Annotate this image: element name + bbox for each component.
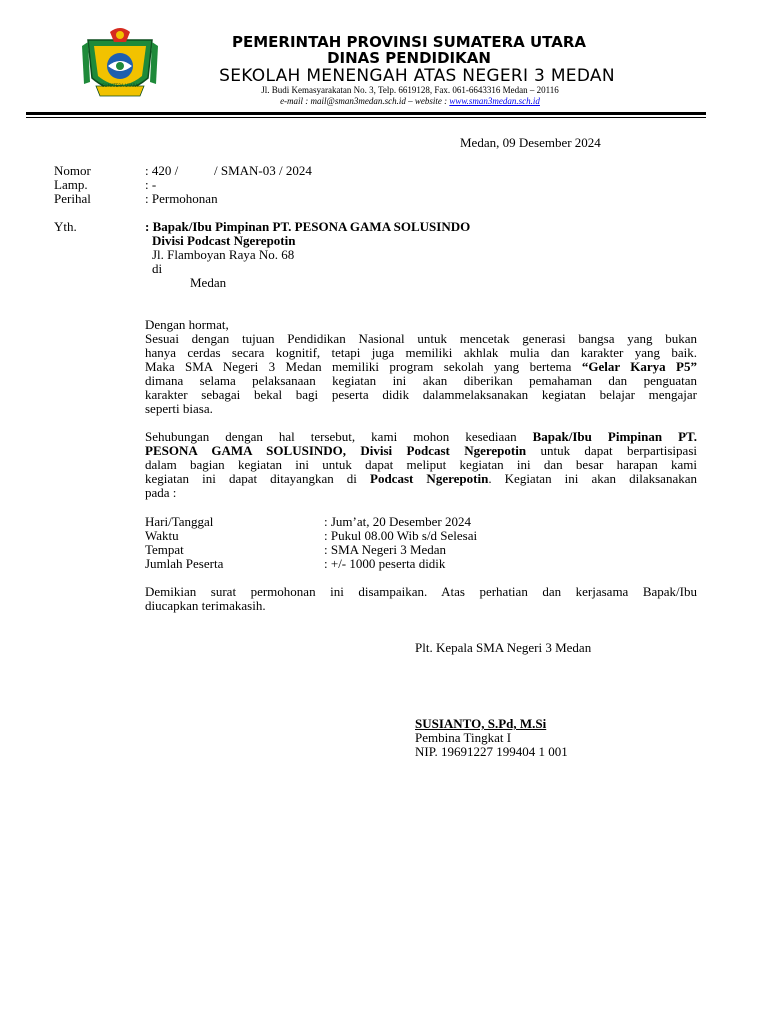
header-email: e-mail : mail@sman3medan.sch.id – website : <box>280 96 450 106</box>
p1-line: hanya cerdas secara kognitif, tetapi juga memiliki akhlak mulia dan karakter yang baik. <box>145 345 697 360</box>
p2-line <box>145 472 697 486</box>
header-contact <box>210 96 610 106</box>
signature-title: Plt. Kepala SMA Negeri 3 Medan <box>415 640 592 655</box>
p1-line: karakter sebagai bekal bagi peserta didik dalammelaksanakan kegiatan belajar mengajar <box>145 387 697 402</box>
header-rule-thin <box>26 117 706 118</box>
recipient-city: Medan <box>190 275 227 290</box>
p1-line: Sesuai dengan tujuan Pendidikan Nasional untuk mencetak generasi bangsa yang bukan <box>145 331 697 346</box>
logo-banner-text: SUMATERA UTARA <box>102 83 139 88</box>
header-government: PEMERINTAH PROVINSI SUMATERA UTARA <box>231 33 587 51</box>
p2-text: . Kegiatan ini akan dilaksanakan <box>488 471 697 486</box>
closing-line: diucapkan terimakasih. <box>145 598 266 613</box>
meta-value-subject: : Permohonan <box>145 191 218 206</box>
p2-text: Sehubungan dengan hal tersebut, kami mohon kesediaan <box>145 429 533 444</box>
p2-text: untuk dapat berpartisipasi <box>526 443 697 458</box>
p2-bold: PESONA GAMA SOLUSINDO, Divisi Podcast Ngerepotin <box>145 443 527 458</box>
meta-value-attachment: : - <box>145 177 157 192</box>
signature-rank: Pembina Tingkat I <box>415 730 512 745</box>
p2-line: dalam bagian kegiatan ini untuk dapat meliput kegiatan ini dan besar harapan kami <box>145 457 697 472</box>
schedule-label-place: Tempat <box>145 542 184 557</box>
meta-label-attachment: Lamp. <box>54 177 88 192</box>
p1-line <box>145 360 697 374</box>
schedule-label-date: Hari/Tanggal <box>145 514 214 529</box>
p2-line <box>145 430 697 444</box>
signature-nip: NIP. 19691227 199404 1 001 <box>415 744 568 759</box>
header-department: DINAS PENDIDIKAN <box>327 49 491 67</box>
meta-label-subject: Perihal <box>54 191 91 206</box>
header-address: Jl. Budi Kemasyarakatan No. 3, Telp. 6619128, Fax. 061-6643316 Medan – 20116 <box>261 85 559 95</box>
schedule-value-time: : Pukul 08.00 Wib s/d Selesai <box>324 528 478 543</box>
meta-value-number: : 420 / / SMAN-03 / 2024 <box>145 163 312 178</box>
signature-name: SUSIANTO, S.Pd, M.Si <box>415 716 547 731</box>
recipient-division: Divisi Podcast Ngerepotin <box>152 233 296 248</box>
p1-line: dimana selama pelaksanaan kegiatan ini akan diberikan pemahaman dan penguatan <box>145 373 697 388</box>
recipient-name: : Bapak/Ibu Pimpinan PT. PESONA GAMA SOLUSINDO <box>145 219 471 234</box>
header-rule-thick <box>26 112 706 115</box>
letter-date: Medan, 09 Desember 2024 <box>460 135 601 150</box>
p2-line <box>145 444 697 458</box>
event-name: “Gelar Karya P5” <box>581 359 697 374</box>
recipient-address: Jl. Flamboyan Raya No. 68 <box>152 247 295 262</box>
closing-line: Demikian surat permohonan ini disampaikan. Atas perhatian dan kerjasama Bapak/Ibu <box>145 584 697 599</box>
p2-bold: Podcast Ngerepotin <box>370 471 489 486</box>
p2-bold: Bapak/Ibu Pimpinan PT. <box>532 429 697 444</box>
provincial-emblem-logo <box>78 26 162 106</box>
schedule-value-participants: : +/- 1000 peserta didik <box>324 556 446 571</box>
recipient-di: di <box>152 261 163 276</box>
meta-label-number: Nomor <box>54 163 91 178</box>
schedule-value-place: : SMA Negeri 3 Medan <box>324 542 447 557</box>
schedule-label-time: Waktu <box>145 528 179 543</box>
recipient-label: Yth. <box>54 219 77 234</box>
header-school-name: SEKOLAH MENENGAH ATAS NEGERI 3 MEDAN <box>219 66 615 86</box>
greeting: Dengan hormat, <box>145 317 229 332</box>
p1-line: seperti biasa. <box>145 401 213 416</box>
p2-text: kegiatan ini dapat ditayangkan di <box>145 471 371 486</box>
p1-text: Maka SMA Negeri 3 Medan memiliki program sekolah yang bertema <box>145 359 582 374</box>
schedule-label-participants: Jumlah Peserta <box>145 556 224 571</box>
schedule-value-date: : Jum’at, 20 Desember 2024 <box>324 514 471 529</box>
header-website-link[interactable]: www.sman3medan.sch.id <box>449 96 540 106</box>
p2-line: pada : <box>145 485 177 500</box>
